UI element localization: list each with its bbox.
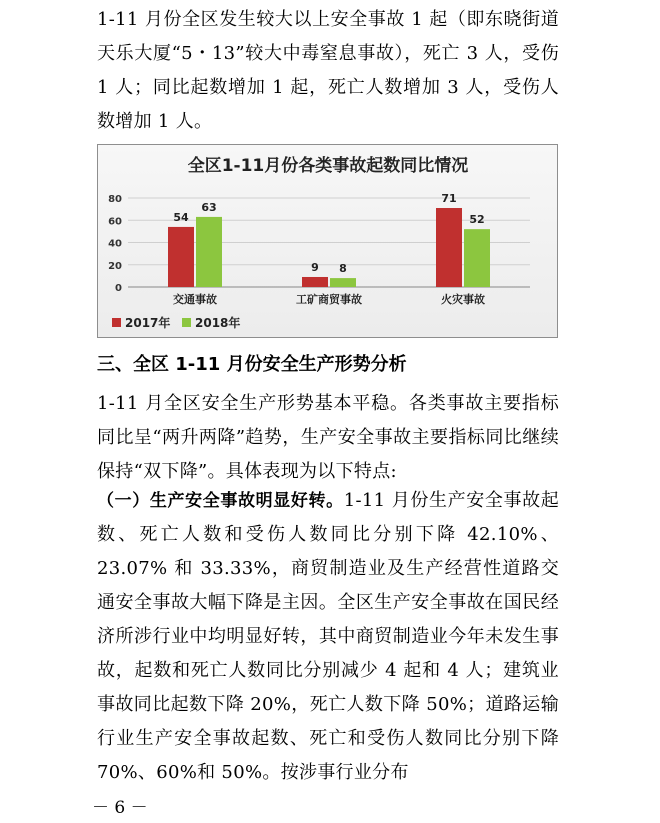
data-label: 8 [339, 262, 347, 276]
paragraph-situation-overview: 1-11 月全区安全生产形势基本平稳。各类事故主要指标同比呈“两升两降”趋势，生产安全事故主要指标同比继续保持“双下降”。具体表现为以下特点: [97, 393, 559, 482]
accident-bar-chart [97, 144, 558, 338]
paragraph-body-text: 1-11 月份生产安全事故起数、死亡人数和受伤人数同比分别下降 42.10%、23.07% 和 33.33%，商贸制造业及生产经营性道路交通安全事故大幅下降是主因。全区生产安全事故在国民经济所涉行业中均明显好转，其中商贸制造业今年未发生事故，起数和死亡人数同比分别减少 4 起和 4 人；建筑业事故同比起数下降 20%，死亡人数下降 50%；道路运输行业生产安全事故起数、死亡和受伤人数同比分别下降 70%、60%和 50%。按涉事行业分布 [97, 490, 560, 783]
data-label: 52 [469, 213, 485, 227]
y-tick-label: 60 [108, 216, 122, 228]
paragraph-lead-heading: （一）生产安全事故明显好转。 [97, 491, 344, 511]
paragraph-production-safety [97, 484, 559, 790]
section-heading: 三、全区 1-11 月份安全生产形势分析 [97, 354, 407, 375]
legend-swatch [182, 318, 191, 327]
y-tick-label: 40 [108, 238, 122, 250]
chart-title: 全区1-11月份各类事故起数同比情况 [187, 156, 469, 176]
page-number: － 6 － [92, 798, 148, 818]
data-label: 63 [201, 200, 217, 214]
bar-2017 [436, 208, 462, 287]
data-label: 54 [173, 210, 189, 224]
data-label: 71 [441, 192, 457, 206]
legend-label: 2017年 [125, 316, 171, 330]
bar-2018 [464, 229, 490, 287]
bar-2018 [196, 217, 222, 287]
legend-swatch [112, 318, 121, 327]
x-category-label: 工矿商贸事故 [296, 293, 362, 306]
chart-canvas [98, 145, 559, 339]
bar-2018 [330, 278, 356, 287]
bar-2017 [302, 277, 328, 287]
bar-2017 [168, 227, 194, 287]
y-tick-label: 0 [115, 283, 122, 294]
x-category-label: 火灾事故 [441, 293, 485, 306]
y-tick-label: 20 [108, 260, 122, 272]
data-label: 9 [311, 260, 319, 274]
legend-label: 2018年 [195, 316, 241, 330]
paragraph-accident-summary: 1-11 月份全区发生较大以上安全事故 1 起（即东晓街道天乐大厦“5・13”较大中毒窒息事故），死亡 3 人，受伤 1 人；同比起数增加 1 起，死亡人数增加 3 人，受伤人数增加 1 人。 [97, 9, 559, 132]
y-tick-label: 80 [108, 194, 122, 205]
x-category-label: 交通事故 [173, 293, 217, 306]
